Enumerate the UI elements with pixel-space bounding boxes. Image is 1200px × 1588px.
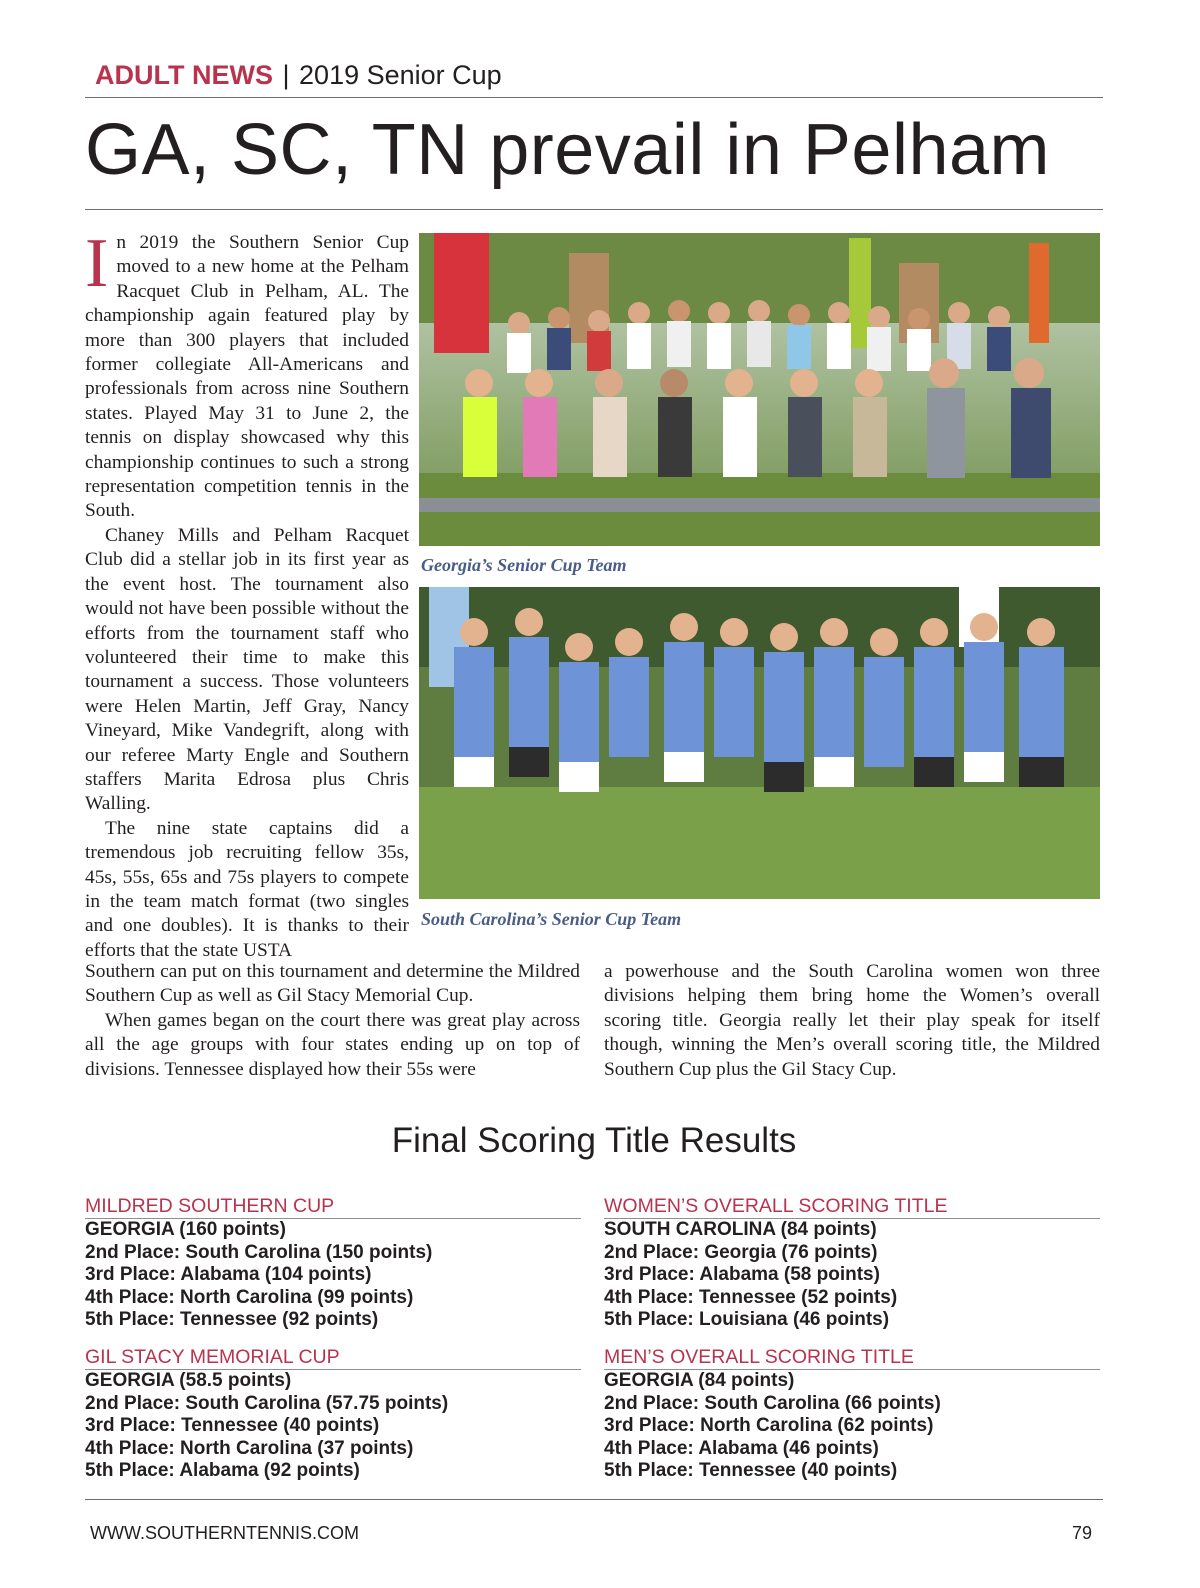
article-paragraph-1 [85,225,409,524]
article-paragraph-4: Southern can put on this tournament and determine the Mildred Southern Cup as well as Gil Stacy Memorial Cup. [85,961,580,1007]
paragraph-text: n 2019 the Southern Senior Cup moved to a new home at the Pelham Racquet Club in Pelham, AL. The championship again featured play by more than 300 players that included former collegiate All-Americans and professionals from across nine Southern states. Played May 31 to June 2, the tennis on display showcased why this championship continues to such a strong representation competition tennis in the South. [85,232,409,522]
section-label: ADULT NEWS [95,60,273,90]
headline-rule [85,209,1103,210]
results-heading: MILDRED SOUTHERN CUP [85,1194,581,1219]
gil-stacy-memorial-cup-results [85,1345,581,1483]
result-line: GEORGIA (58.5 points) [85,1370,292,1391]
result-line: 2nd Place: South Carolina (150 points) [85,1241,433,1263]
kicker-separator: | [282,60,290,90]
georgia-photo-caption: Georgia’s Senior Cup Team [421,555,627,575]
mens-overall-results [604,1345,1100,1483]
header-rule [85,97,1103,98]
footer-rule [85,1499,1103,1500]
south-carolina-team-illustration [419,587,1100,899]
article-paragraph-3: The nine state captains did a tremendous job recruiting fellow 35s, 45s, 55s, 65s and 75s players to compete in the team match format (two singles and one doubles). It is thanks to their efforts that the state USTA [85,817,409,961]
results-heading: WOMEN’S OVERALL SCORING TITLE [604,1194,1100,1219]
result-line: 5th Place: Alabama (92 points) [85,1460,360,1482]
article-paragraph-2: Chaney Mills and Pelham Racquet Club did a stellar job in its first year as the event host. The tournament also would not have been possible without the efforts from the tournament staff who volunteered their time to make this tournament a success. Those volunteers were Helen Martin, Jeff Gray, Nancy Vineyard, Mike Vandegrift, along with our referee Marty Engle and Southern staffers Marita Edrosa plus Chris Walling. [85,524,409,815]
result-line: 3rd Place: Alabama (104 points) [85,1264,372,1286]
womens-overall-results [604,1194,1100,1332]
article-column-2 [85,960,580,1082]
section-kicker [95,58,1105,92]
drop-cap: I [85,225,109,302]
article-paragraph-5: When games began on the court there was great play across all the age groups with four states ending up on top of divisions. Tennessee displayed how their 55s were [85,1009,580,1080]
result-line: 2nd Place: South Carolina (66 points) [604,1392,941,1414]
result-line: 4th Place: North Carolina (99 points) [85,1286,414,1308]
south-carolina-photo-caption: South Carolina’s Senior Cup Team [421,909,682,929]
result-line: 3rd Place: Alabama (58 points) [604,1264,880,1286]
results-heading: MEN’S OVERALL SCORING TITLE [604,1345,1100,1370]
georgia-team-photo [419,233,1100,546]
result-line: 2nd Place: Georgia (76 points) [604,1241,878,1263]
result-line: 5th Place: Louisiana (46 points) [604,1309,890,1331]
result-line: 3rd Place: North Carolina (62 points) [604,1415,934,1437]
georgia-team-illustration [419,233,1100,546]
result-line: 3rd Place: Tennessee (40 points) [85,1415,380,1437]
result-line: GEORGIA (160 points) [85,1219,286,1240]
result-line: 4th Place: Alabama (46 points) [604,1437,879,1459]
result-line: 5th Place: Tennessee (40 points) [604,1460,898,1482]
article-column-3 [604,960,1100,1082]
result-line: SOUTH CAROLINA (84 points) [604,1219,877,1240]
results-heading: GIL STACY MEMORIAL CUP [85,1345,581,1370]
result-line: 5th Place: Tennessee (92 points) [85,1309,379,1331]
results-title: Final Scoring Title Results [391,1121,797,1160]
result-line: 4th Place: Tennessee (52 points) [604,1286,898,1308]
south-carolina-team-photo [419,587,1100,899]
result-line: GEORGIA (84 points) [604,1370,795,1391]
page-number: 79 [1071,1523,1092,1543]
page-title: GA, SC, TN prevail in Pelham [85,110,1051,190]
topic-label: 2019 Senior Cup [299,60,502,90]
article-column-1 [85,225,409,963]
result-line: 4th Place: North Carolina (37 points) [85,1437,414,1459]
article-paragraph-6: a powerhouse and the South Carolina women won three divisions helping them bring home the Women’s overall scoring title. Georgia really let their play speak for itself though, winning the Men’s overall scoring title, the Mildred Southern Cup plus the Gil Stacy Cup. [604,961,1100,1080]
footer-url: WWW.SOUTHERNTENNIS.COM [90,1523,359,1543]
mildred-southern-cup-results [85,1194,581,1332]
result-line: 2nd Place: South Carolina (57.75 points) [85,1392,449,1414]
